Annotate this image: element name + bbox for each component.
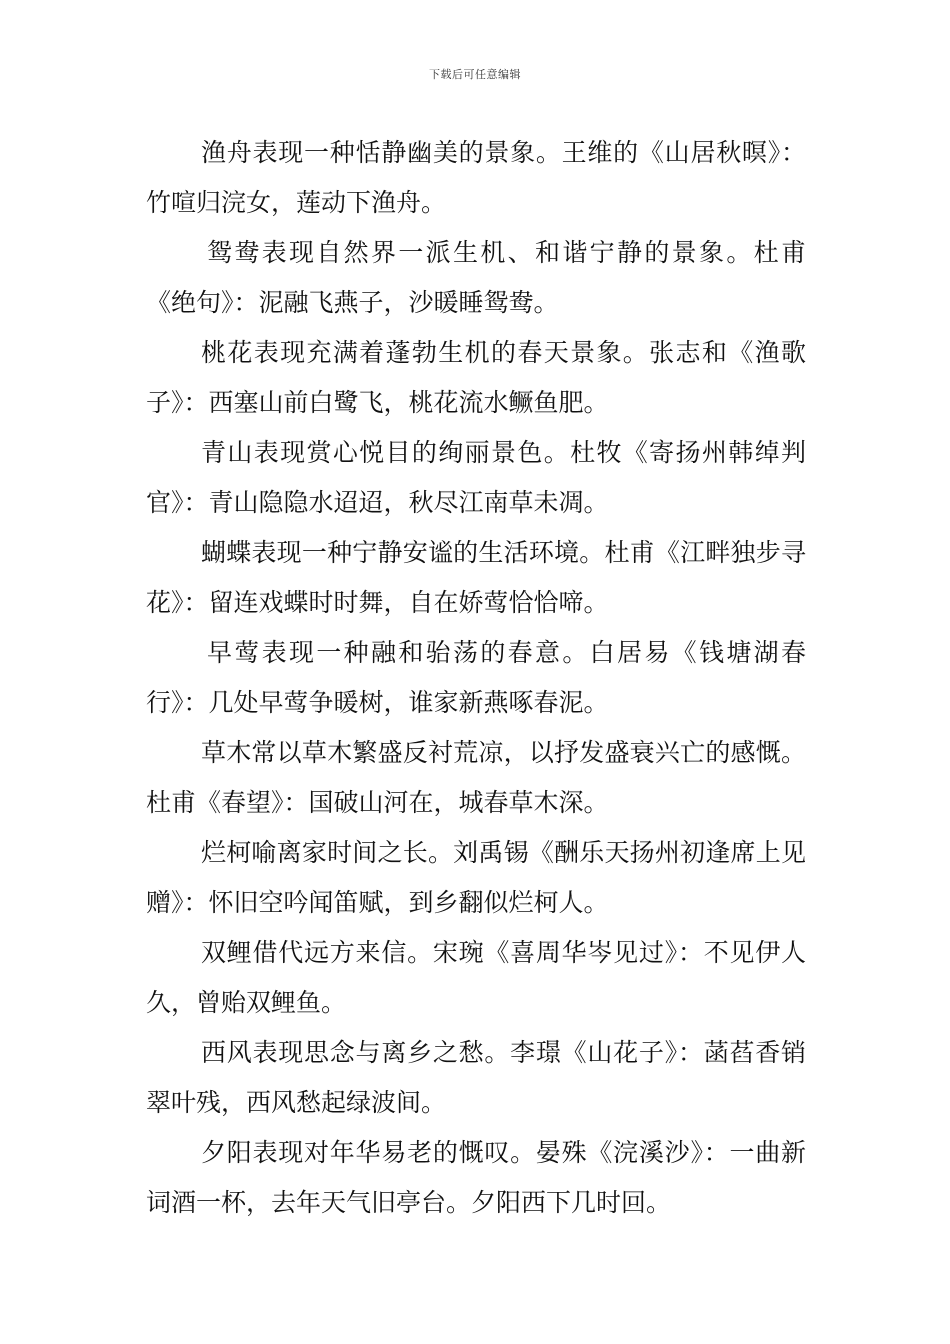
paragraph-shuangli: 双鲤借代远方来信。宋琬《喜周华岑见过》：不见伊人久，曾贻双鲤鱼。 — [146, 938, 806, 1017]
paragraph-caomu: 草木常以草木繁盛反衬荒凉，以抒发盛衰兴亡的感慨。杜甫《春望》：国破山河在，城春草木深。 — [146, 738, 806, 817]
paragraph-taohua: 桃花表现充满着蓬勃生机的春天景象。张志和《渔歌子》：西塞山前白鹭飞，桃花流水鳜鱼肥。 — [146, 338, 806, 417]
paragraph-yuanyang: 鸳鸯表现自然界一派生机、和谐宁静的景象。杜甫《绝句》：泥融飞燕子，沙暖睡鸳鸯。 — [146, 238, 806, 317]
paragraph-xifeng: 西风表现思念与离乡之愁。李璟《山花子》：菡萏香销翠叶残，西风愁起绿波间。 — [146, 1038, 806, 1117]
paragraph-yuzhou: 渔舟表现一种恬静幽美的景象。王维的《山居秋暝》：竹喧归浣女，莲动下渔舟。 — [146, 138, 806, 217]
paragraph-zaoying: 早莺表现一种融和骀荡的春意。白居易《钱塘湖春行》：几处早莺争暖树，谁家新燕啄春泥。 — [146, 638, 806, 717]
paragraph-hudie: 蝴蝶表现一种宁静安谧的生活环境。杜甫《江畔独步寻花》：留连戏蝶时时舞，自在娇莺恰恰啼。 — [146, 538, 806, 617]
paragraph-xiyang: 夕阳表现对年华易老的慨叹。晏殊《浣溪沙》：一曲新词酒一杯，去年天气旧亭台。夕阳西下几时回。 — [146, 1138, 806, 1217]
page-header: 下载后可任意编辑 — [429, 68, 521, 81]
paragraph-qingshan: 青山表现赏心悦目的绚丽景色。杜牧《寄扬州韩绰判官》：青山隐隐水迢迢，秋尽江南草未凋。 — [146, 438, 806, 517]
paragraph-lanke: 烂柯喻离家时间之长。刘禹锡《酬乐天扬州初逢席上见赠》：怀旧空吟闻笛赋，到乡翻似烂柯人。 — [146, 838, 806, 917]
document-body — [146, 128, 806, 1228]
